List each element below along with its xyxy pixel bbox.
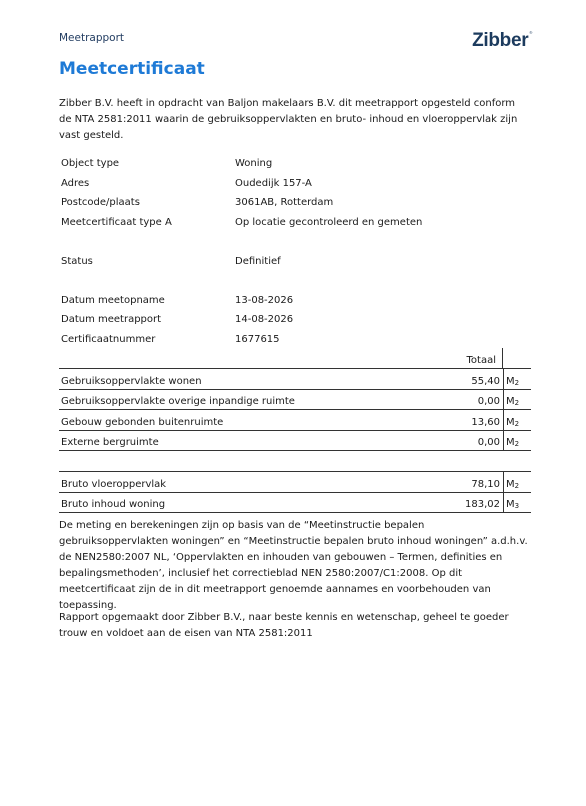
info-row-datum-meetopname [61, 291, 531, 311]
closing-paragraph: Rapport opgemaakt door Zibber B.V., naar beste kennis en wetenschap, geheel te goeder trouw en voldoet aan de eisen van NTA 2581:2011 [59, 612, 509, 639]
totals-header-row [59, 348, 531, 368]
row-value: 55,40 [471, 375, 500, 387]
info-row-adres [61, 174, 531, 194]
row-unit: M $^2$ [503, 472, 531, 492]
info-value: 3061AB, Rotterdam [235, 197, 334, 209]
info-key: Object type [61, 158, 120, 170]
row-label: Gebouw gebonden buitenruimte [61, 416, 224, 428]
row-unit: M $^2$ [503, 390, 531, 410]
info-table [61, 154, 531, 349]
info-key: Meetcertificaat type A [61, 216, 172, 228]
logo-registered-mark: ® [529, 30, 532, 35]
table-row [59, 368, 531, 389]
intro-paragraph: Zibber B.V. heeft in opdracht van Baljon makelaars B.V. dit meetrapport opgesteld conform de NTA 2581:2011 waarin de gebruiksoppervlakten en bruto- inhoud en vloeroppervlak zijn vast gesteld. [59, 98, 518, 141]
info-row-empty [61, 271, 531, 291]
row-label: Externe bergruimte [61, 437, 159, 448]
row-value: 0,00 [477, 437, 500, 448]
info-row-certificaat-type [61, 213, 531, 233]
row-value: 78,10 [471, 478, 500, 490]
header-label: Meetrapport [59, 32, 125, 44]
table-row [59, 409, 531, 430]
row-value: 13,60 [471, 416, 500, 428]
row-unit: M $^2$ [503, 369, 531, 389]
row-unit: M $^2$ [503, 431, 531, 451]
info-value: Op locatie gecontroleerd en gemeten [235, 216, 423, 228]
totals-table [59, 348, 531, 513]
info-key: Postcode/plaats [61, 197, 140, 209]
info-row-datum-meetrapport [61, 310, 531, 330]
info-key: Adres [61, 177, 90, 189]
info-value: 14-08-2026 [235, 314, 294, 326]
info-row-postcode [61, 193, 531, 213]
info-value: Woning [235, 158, 273, 170]
logo-text: Zibber [472, 30, 529, 51]
info-value: Oudedijk 157-A [235, 177, 312, 189]
page-title: Meetcertificaat [59, 59, 205, 79]
row-unit: M $^3$ [503, 493, 531, 513]
row-label: Gebruiksoppervlakte overige inpandige ruimte [61, 396, 295, 407]
info-value: Definitief [235, 255, 281, 267]
info-value: 13-08-2026 [235, 294, 294, 306]
info-row-empty [61, 232, 531, 252]
info-value: 1677615 [235, 333, 280, 345]
info-row-object-type [61, 154, 531, 174]
row-label: Gebruiksoppervlakte wonen [61, 375, 202, 387]
info-key: Datum meetopname [61, 294, 165, 306]
table-row [59, 389, 531, 410]
row-value: 0,00 [477, 396, 500, 407]
table-row [59, 430, 531, 451]
info-key: Status [61, 255, 93, 267]
info-row-status [61, 252, 531, 272]
table-row [59, 471, 531, 492]
info-key: Datum meetrapport [61, 314, 162, 326]
table-spacer [59, 450, 531, 471]
row-label: Bruto inhoud woning [61, 499, 166, 510]
row-value: 183,02 [465, 499, 500, 510]
methodology-paragraph: De meting en berekeningen zijn op basis van de “Meetinstructie bepalen gebruiksoppervlakten woningen” en “Meetinstructie bepalen bruto inhoud woningen” a.d.h.v. de NEN2580:2007 NL, ‘Oppervlakten en inhouden van gebouwen – Termen, definities en bepalingsmethoden’, inclusief het correctieblad NEN 2580:2007/C1:2008. Op dit meetcertificaat zijn de in dit meetrapport genoemde aannames en voorbehouden van toepassing. [59, 520, 528, 611]
totals-header: Totaal [466, 355, 496, 366]
zibber-logo [472, 30, 532, 52]
info-key: Certificaatnummer [61, 333, 156, 345]
row-label: Bruto vloeroppervlak [61, 478, 167, 490]
row-unit: M $^2$ [503, 410, 531, 430]
table-row [59, 492, 531, 514]
info-row-certificaatnummer [61, 330, 531, 350]
